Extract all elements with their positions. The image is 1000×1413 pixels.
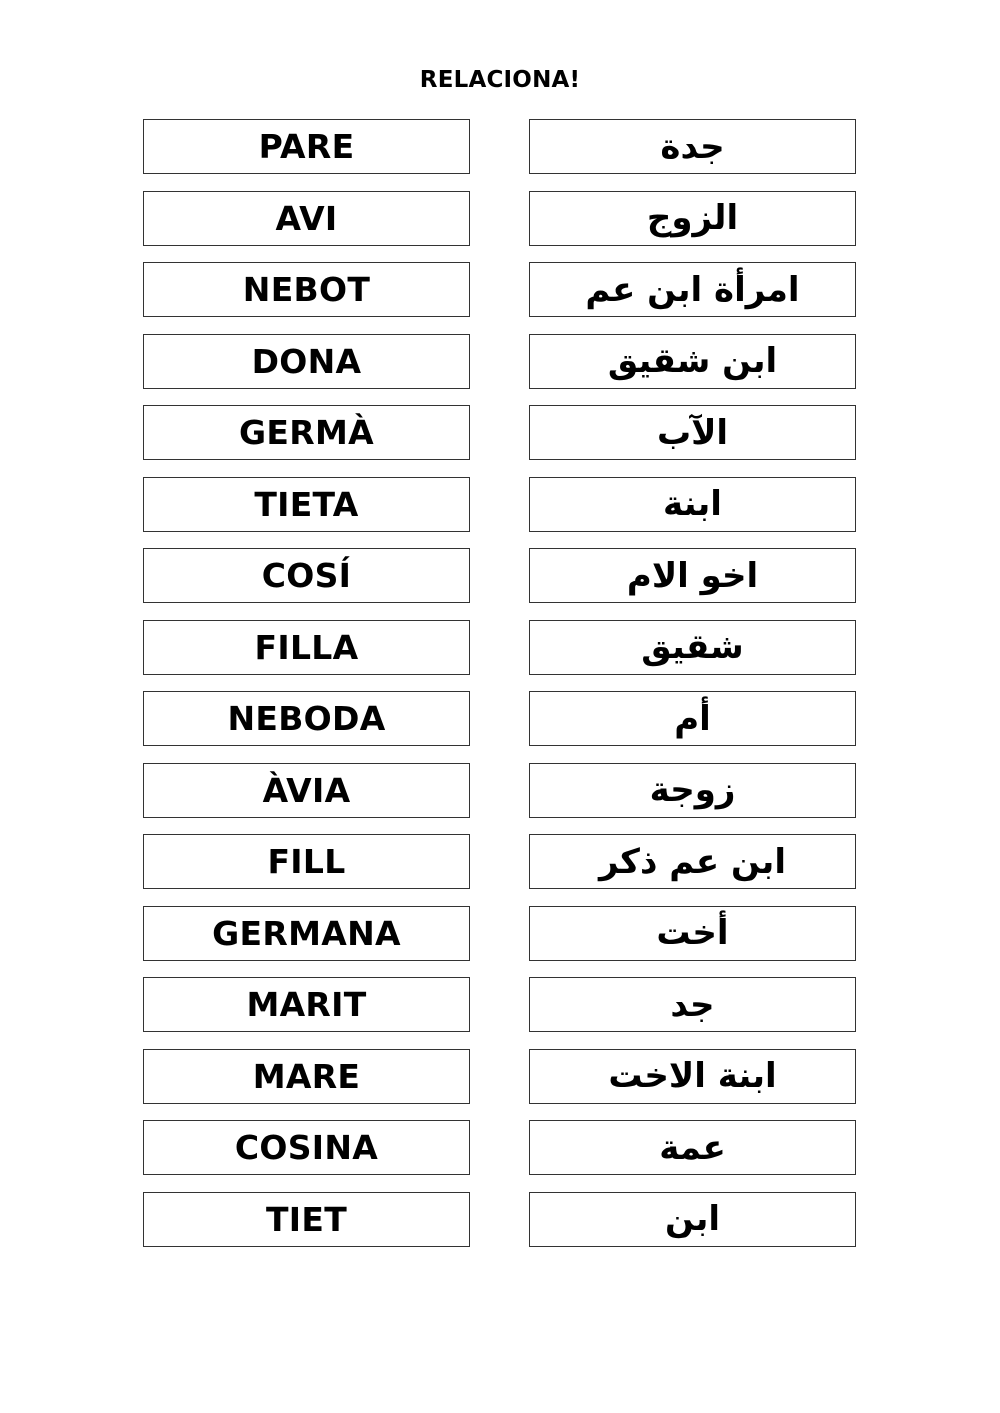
catalan-word-card[interactable]: AVI (143, 191, 470, 246)
catalan-word-card[interactable]: MARIT (143, 977, 470, 1032)
arabic-word-card[interactable]: ابن عم ذكر (529, 834, 856, 889)
arabic-word-card[interactable]: اخو الام (529, 548, 856, 603)
catalan-word-card[interactable]: TIETA (143, 477, 470, 532)
catalan-word-card[interactable]: PARE (143, 119, 470, 174)
arabic-word-card[interactable]: أخت (529, 906, 856, 961)
arabic-word-card[interactable]: امرأة ابن عم (529, 262, 856, 317)
arabic-word-card[interactable]: ابن (529, 1192, 856, 1247)
worksheet-title: RELACIONA! (419, 67, 581, 93)
catalan-word-card[interactable]: DONA (143, 334, 470, 389)
catalan-word-card[interactable]: COSÍ (143, 548, 470, 603)
arabic-word-card[interactable]: ابنة الاخت (529, 1049, 856, 1104)
catalan-word-card[interactable]: TIET (143, 1192, 470, 1247)
catalan-word-card[interactable]: GERMÀ (143, 405, 470, 460)
arabic-word-card[interactable]: زوجة (529, 763, 856, 818)
matching-grid (143, 119, 856, 1247)
arabic-word-card[interactable]: ابن شقيق (529, 334, 856, 389)
catalan-word-card[interactable]: NEBODA (143, 691, 470, 746)
catalan-word-card[interactable]: ÀVIA (143, 763, 470, 818)
catalan-word-card[interactable]: FILL (143, 834, 470, 889)
arabic-word-card[interactable]: أم (529, 691, 856, 746)
arabic-word-card[interactable]: الآب (529, 405, 856, 460)
catalan-word-card[interactable]: NEBOT (143, 262, 470, 317)
catalan-word-card[interactable]: COSINA (143, 1120, 470, 1175)
arabic-word-card[interactable]: عمة (529, 1120, 856, 1175)
catalan-word-card[interactable]: MARE (143, 1049, 470, 1104)
arabic-word-card[interactable]: جد (529, 977, 856, 1032)
arabic-word-card[interactable]: شقيق (529, 620, 856, 675)
arabic-word-card[interactable]: جدة (529, 119, 856, 174)
catalan-word-card[interactable]: FILLA (143, 620, 470, 675)
catalan-word-card[interactable]: GERMANA (143, 906, 470, 961)
arabic-word-card[interactable]: الزوج (529, 191, 856, 246)
arabic-word-card[interactable]: ابنة (529, 477, 856, 532)
